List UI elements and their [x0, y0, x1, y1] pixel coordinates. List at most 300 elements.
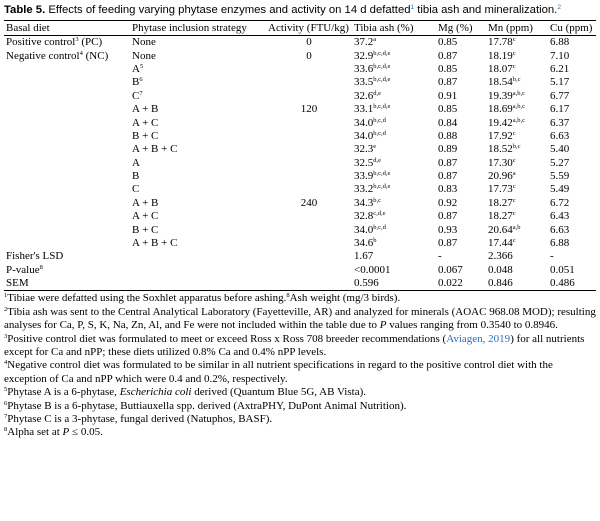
cell-strategy [130, 76, 266, 89]
significance-letters: c [512, 196, 516, 204]
table-row [4, 237, 596, 250]
footnote-marker: 3 [4, 332, 8, 340]
cell-tibia-ash [352, 157, 436, 170]
cell-strategy [130, 264, 266, 277]
cell-strategy [130, 36, 266, 50]
cell-cu: 6.43 [550, 210, 570, 223]
cell-tibia-ash [352, 36, 436, 50]
cell-activity [266, 90, 352, 103]
ash-value: 32.3 [354, 143, 374, 156]
cell-activity: 120 [300, 103, 318, 116]
footnote-ref[interactable]: 7 [139, 89, 143, 97]
cell-mg: 0.87 [438, 170, 458, 183]
significance-letters: a [512, 170, 516, 178]
mn-value: 17.44 [488, 237, 513, 250]
cell-strategy [130, 49, 266, 62]
ash-value: 32.5 [354, 156, 374, 169]
cell-activity: 0 [306, 49, 312, 62]
cell-mg: 0.85 [438, 36, 458, 49]
cell-mn [486, 277, 548, 291]
cell-cu: 0.051 [550, 263, 575, 276]
significance-letters: b,c,d,e [373, 62, 391, 70]
cell-strategy [130, 223, 266, 236]
significance-letters: d,e [373, 156, 382, 164]
cell-mn [486, 237, 548, 250]
mn-value: 17.78 [488, 36, 513, 49]
cell-mn [486, 223, 548, 236]
footnote-text: Positive control diet was formulated to meet or exceed Ross x Ross 708 breeder recommendations ( [7, 332, 447, 345]
diet-label: SEM [6, 277, 29, 290]
footnote-7 [4, 413, 596, 426]
diet-label: Fisher's LSD [6, 250, 64, 263]
cell-cu: 6.88 [550, 237, 570, 250]
cell-mn [486, 116, 548, 129]
ash-value: 34.6 [354, 237, 374, 250]
cell-cu: 6.17 [550, 103, 570, 116]
significance-letters: b,c,d [373, 129, 386, 137]
cell-mg: 0.89 [438, 143, 458, 156]
cell-strategy [130, 277, 266, 291]
significance-letters: c [512, 129, 516, 137]
cell-activity [266, 223, 352, 236]
cell-cu: 5.59 [550, 170, 570, 183]
cell-activity [266, 76, 352, 89]
strategy-label: A + B + C [132, 237, 178, 250]
table-row [4, 63, 596, 76]
cell-mn [486, 76, 548, 89]
citation-link[interactable]: Aviagen, 2019 [446, 332, 511, 345]
strategy-label: None [132, 36, 156, 49]
cell-activity [266, 170, 352, 183]
cell-activity [266, 157, 352, 170]
table-row [4, 157, 596, 170]
ash-value: 33.9 [354, 170, 374, 183]
significance-letters: c [512, 62, 516, 70]
cell-tibia-ash [352, 130, 436, 143]
cell-strategy [130, 210, 266, 223]
cell-tibia-ash [352, 197, 436, 210]
cell-mg: 0.85 [438, 62, 458, 75]
cell-cu: 6.88 [550, 36, 570, 49]
strategy-label: C [132, 89, 140, 102]
ash-value: 32.9 [354, 49, 374, 62]
cell-tibia-ash [352, 264, 436, 277]
cell-basal-diet [4, 170, 130, 183]
significance-letters: b,c,d,e [373, 183, 391, 191]
strategy-label: A [132, 62, 140, 75]
strategy-label: A + C [132, 116, 159, 129]
cell-cu: 5.40 [550, 143, 570, 156]
cell-activity: 0 [306, 36, 312, 49]
footnote-ref[interactable]: 3 [75, 36, 79, 44]
cell-tibia-ash [352, 277, 436, 291]
col-header-basal-diet: Basal diet [4, 21, 130, 36]
cell-basal-diet [4, 210, 130, 223]
cell-activity [266, 277, 352, 291]
table-row [4, 49, 596, 62]
mn-value: 18.19 [488, 49, 513, 62]
strategy-label: A + B [132, 103, 159, 116]
ash-value: 0.596 [354, 277, 379, 290]
footnote-italic: P [62, 426, 70, 439]
cell-tibia-ash [352, 76, 436, 89]
cell-tibia-ash [352, 116, 436, 129]
cell-activity [266, 237, 352, 250]
significance-letters: b,c,d [373, 223, 386, 231]
strategy-label: C [132, 183, 140, 196]
cell-mg: 0.85 [438, 103, 458, 116]
footnote-text: derived (Quantum Blue 5G, AB Vista). [191, 386, 366, 399]
caption-footnote-ref[interactable]: 1 [410, 4, 415, 11]
footnote-text: Tibia ash was sent to the Central Analytical Laboratory (Fayetteville, AR) and analyzed for minerals (AOAC 968.08 MOD); resulting analyses for Ca, P, S, K, Na, Zn, Al, and Fe were not included within the table due to [4, 305, 596, 332]
diet-label: Positive control [6, 36, 76, 49]
col-header-activity: Activity (FTU/kg) [266, 21, 352, 36]
footnote-text: Phytase A is a 6-phytase, [7, 386, 120, 399]
cell-tibia-ash [352, 90, 436, 103]
ash-value: 37.2 [354, 36, 374, 49]
diet-suffix: (NC) [82, 49, 109, 62]
cell-mg: 0.84 [438, 116, 458, 129]
cell-tibia-ash [352, 170, 436, 183]
mn-value: 20.96 [488, 170, 513, 183]
table-row [4, 76, 596, 89]
significance-letters: c [512, 36, 516, 44]
cell-activity [266, 264, 352, 277]
header-row [4, 21, 596, 36]
cell-strategy [130, 143, 266, 156]
cell-mn [486, 143, 548, 156]
cell-basal-diet [4, 116, 130, 129]
col-header-strategy: Phytase inclusion strategy [130, 21, 266, 36]
footnote-text: Tibiae were defatted using the Soxhlet apparatus before ashing. [7, 292, 287, 305]
significance-letters: b,c,d,e [373, 103, 391, 111]
cell-strategy [130, 237, 266, 250]
cell-basal-diet [4, 237, 130, 250]
footnote-marker: 7 [4, 413, 8, 421]
cell-strategy [130, 197, 266, 210]
ash-value: 33.6 [354, 62, 374, 75]
strategy-label: None [132, 49, 156, 62]
cell-basal-diet [4, 183, 130, 196]
footnote-ref[interactable]: 5 [139, 62, 144, 70]
significance-letters: a,b,c [512, 116, 526, 124]
strategy-label: B + C [132, 129, 159, 142]
cell-cu: 6.63 [550, 129, 570, 142]
cell-mn [486, 197, 548, 210]
cell-basal-diet [4, 130, 130, 143]
cell-mn [486, 90, 548, 103]
footnote-text: Alpha set at [7, 426, 63, 439]
ash-value: 34.3 [354, 196, 374, 209]
cell-strategy [130, 130, 266, 143]
cell-strategy [130, 116, 266, 129]
ash-value: 32.8 [354, 210, 374, 223]
significance-letters: c [512, 210, 516, 218]
cell-basal-diet [4, 36, 130, 50]
significance-letters: b,c [373, 196, 382, 204]
footnote-marker: 8 [286, 292, 290, 300]
significance-letters: d,e [373, 89, 382, 97]
table-label: Table 5. [4, 4, 46, 16]
strategy-label: A + B [132, 196, 159, 209]
ash-value: 34.0 [354, 129, 374, 142]
ash-value: 34.0 [354, 223, 374, 236]
table-row [4, 264, 596, 277]
strategy-label: A + C [132, 210, 159, 223]
mn-value: 17.30 [488, 156, 513, 169]
data-table [4, 20, 596, 291]
table-body [4, 36, 596, 291]
table-row [4, 130, 596, 143]
footnote-italic: P [379, 319, 387, 332]
significance-letters: c [512, 156, 516, 164]
cell-strategy [130, 63, 266, 76]
significance-letters: a,b,c [512, 103, 526, 111]
strategy-label: B [132, 76, 140, 89]
significance-letters: c,d,e [373, 210, 386, 218]
cell-mg: 0.87 [438, 156, 458, 169]
cell-mg: 0.91 [438, 89, 458, 102]
table-row [4, 103, 596, 116]
caption-footnote-ref[interactable]: 2 [557, 4, 561, 11]
footnote-italic: Escherichia coli [119, 386, 192, 399]
col-header-tibia-ash: Tibia ash (%) [352, 21, 436, 36]
cell-strategy [130, 183, 266, 196]
cell-basal-diet [4, 157, 130, 170]
cell-mn [486, 49, 548, 62]
cell-strategy [130, 250, 266, 263]
col-header-cu: Cu (ppm) [548, 21, 596, 36]
footnote-text: values ranging from 0.3540 to 0.8946. [386, 319, 558, 332]
table-row [4, 197, 596, 210]
strategy-label: A + B + C [132, 143, 178, 156]
table-row [4, 170, 596, 183]
cell-cu: 5.27 [550, 156, 570, 169]
cell-cu: 5.17 [550, 76, 570, 89]
footnotes [4, 292, 596, 439]
cell-basal-diet [4, 250, 130, 263]
cell-mn [486, 250, 548, 263]
col-header-mg: Mg (%) [436, 21, 486, 36]
cell-mn [486, 36, 548, 50]
cell-activity [266, 130, 352, 143]
cell-mn [486, 63, 548, 76]
table-row [4, 250, 596, 263]
cell-mg: 0.022 [436, 277, 486, 291]
cell-mn [486, 130, 548, 143]
footnote-marker: 4 [4, 359, 8, 367]
cell-mn [486, 210, 548, 223]
cell-mn [486, 264, 548, 277]
significance-letters: a [373, 36, 377, 44]
ash-value: 33.2 [354, 183, 374, 196]
footnote-3 [4, 333, 596, 360]
cell-activity [266, 116, 352, 129]
significance-letters: c [512, 237, 516, 245]
cell-tibia-ash [352, 210, 436, 223]
cell-basal-diet [4, 197, 130, 210]
cell-mg: 0.87 [438, 237, 458, 250]
strategy-label: A [132, 156, 140, 169]
significance-letters: b [373, 237, 377, 245]
mn-value: 19.42 [488, 116, 513, 129]
cell-activity [266, 183, 352, 196]
footnote-ref[interactable]: 8 [39, 263, 43, 271]
cell-cu: 6.63 [550, 223, 570, 236]
cell-activity [266, 210, 352, 223]
mn-value: 20.64 [488, 223, 513, 236]
cell-mg: 0.87 [438, 210, 458, 223]
cell-basal-diet [4, 90, 130, 103]
significance-letters: b,c,d,e [373, 170, 391, 178]
cell-mn [486, 157, 548, 170]
table-row [4, 277, 596, 291]
footnote-text: Phytase C is a 3-phytase, fungal derived (Natuphos, BASF). [7, 413, 273, 426]
caption-text: Effects of feeding varying phytase enzymes and activity on 14 d defatted [48, 4, 411, 16]
table-row [4, 143, 596, 156]
cell-tibia-ash [352, 223, 436, 236]
footnote-ref[interactable]: 4 [79, 49, 83, 57]
cell-activity [266, 250, 352, 263]
footnote-1 [4, 292, 596, 305]
footnote-text: Phytase B is a 6-phytase, Buttiauxella spp. derived (AxtraPHY, DuPont Animal Nutrition). [7, 399, 407, 412]
mn-value: 17.92 [488, 129, 513, 142]
col-header-mn: Mn (ppm) [486, 21, 548, 36]
significance-letters: b,c,d,e [373, 76, 391, 84]
footnote-5 [4, 386, 596, 399]
cell-cu: 6.77 [550, 89, 570, 102]
caption-text-end: tibia ash and mineralization. [414, 4, 558, 16]
cell-strategy [130, 170, 266, 183]
footnote-text: ≤ 0.05. [69, 426, 103, 439]
cell-mn [486, 183, 548, 196]
footnote-marker: 8 [4, 426, 8, 434]
cell-mg: 0.92 [438, 196, 458, 209]
table-caption [4, 3, 596, 17]
diet-label: P-value [6, 263, 40, 276]
cell-cu: 7.10 [550, 49, 570, 62]
cell-basal-diet [4, 76, 130, 89]
cell-mg: - [438, 250, 442, 263]
significance-letters: b,c,d,e [373, 49, 391, 57]
mn-value: 0.048 [488, 263, 513, 276]
cell-strategy [130, 157, 266, 170]
table-row [4, 210, 596, 223]
footnote-marker: 2 [4, 305, 8, 313]
cell-basal-diet [4, 264, 130, 277]
mn-value: 0.846 [488, 277, 513, 290]
ash-value: 32.6 [354, 89, 374, 102]
footnote-ref[interactable]: 6 [139, 76, 143, 84]
cell-mn [486, 103, 548, 116]
significance-letters: c [512, 183, 516, 191]
footnote-text: Ash weight (mg/3 birds). [289, 292, 401, 305]
diet-suffix: (PC) [78, 36, 103, 49]
cell-tibia-ash [352, 250, 436, 263]
table-row [4, 223, 596, 236]
significance-letters: b,c [512, 76, 521, 84]
significance-letters: a,b,c [512, 89, 526, 97]
ash-value: 34.0 [354, 116, 374, 129]
mn-value: 17.73 [488, 183, 513, 196]
footnote-text: Negative control diet was formulated to be similar in all nutrient specifications in regard to the positive control diet with the exception of Ca and nPP which were 0.4 and 0.2%, respectively. [4, 359, 553, 385]
cell-mg: 0.93 [438, 223, 458, 236]
diet-label: Negative control [6, 49, 80, 62]
cell-basal-diet [4, 143, 130, 156]
cell-basal-diet [4, 63, 130, 76]
footnote-4 [4, 359, 596, 386]
significance-letters: e [373, 143, 377, 151]
cell-activity [266, 63, 352, 76]
table-row [4, 116, 596, 129]
mn-value: 18.27 [488, 210, 513, 223]
cell-strategy [130, 90, 266, 103]
significance-letters: c [512, 49, 516, 57]
mn-value: 19.39 [488, 89, 513, 102]
cell-basal-diet [4, 49, 130, 62]
mn-value: 18.69 [488, 103, 513, 116]
cell-cu: 0.486 [548, 277, 596, 291]
cell-tibia-ash [352, 63, 436, 76]
ash-value: 1.67 [354, 250, 374, 263]
cell-tibia-ash [352, 103, 436, 116]
cell-basal-diet [4, 223, 130, 236]
mn-value: 18.27 [488, 196, 513, 209]
table-row [4, 183, 596, 196]
cell-activity: 240 [300, 196, 318, 209]
footnote-8 [4, 426, 596, 439]
mn-value: 18.54 [488, 76, 513, 89]
cell-cu: 6.37 [550, 116, 570, 129]
cell-mn [486, 170, 548, 183]
footnote-marker: 6 [4, 399, 8, 407]
footnote-text: ) for all nutrients except for Ca and nPP; these diets utilized 0.8% Ca and 0.4% nPP levels. [4, 332, 585, 359]
strategy-label: B [132, 170, 140, 183]
table-row [4, 90, 596, 103]
cell-cu: 6.72 [550, 196, 570, 209]
significance-letters: b,c [512, 143, 521, 151]
cell-basal-diet [4, 277, 130, 291]
strategy-label: B + C [132, 223, 159, 236]
ash-value: 33.5 [354, 76, 374, 89]
footnote-2 [4, 306, 596, 333]
footnote-marker: 1 [4, 292, 8, 300]
cell-tibia-ash [352, 183, 436, 196]
cell-cu: 6.21 [550, 62, 570, 75]
cell-cu: - [550, 250, 554, 263]
cell-mg: 0.83 [438, 183, 458, 196]
cell-mg: 0.87 [438, 76, 458, 89]
ash-value: 33.1 [354, 103, 374, 116]
cell-mg: 0.067 [438, 263, 463, 276]
cell-basal-diet [4, 103, 130, 116]
footnote-marker: 5 [4, 386, 8, 394]
mn-value: 18.52 [488, 143, 513, 156]
mn-value: 2.366 [488, 250, 513, 263]
table-row [4, 36, 596, 50]
cell-tibia-ash [352, 49, 436, 62]
mn-value: 18.07 [488, 62, 513, 75]
cell-mg: 0.88 [438, 129, 458, 142]
significance-letters: b,c,d [373, 116, 386, 124]
cell-mg: 0.87 [438, 49, 458, 62]
significance-letters: a,b [512, 223, 521, 231]
cell-tibia-ash [352, 237, 436, 250]
cell-tibia-ash [352, 143, 436, 156]
footnote-6 [4, 400, 596, 413]
ash-value: <0.0001 [354, 263, 391, 276]
cell-cu: 5.49 [550, 183, 570, 196]
